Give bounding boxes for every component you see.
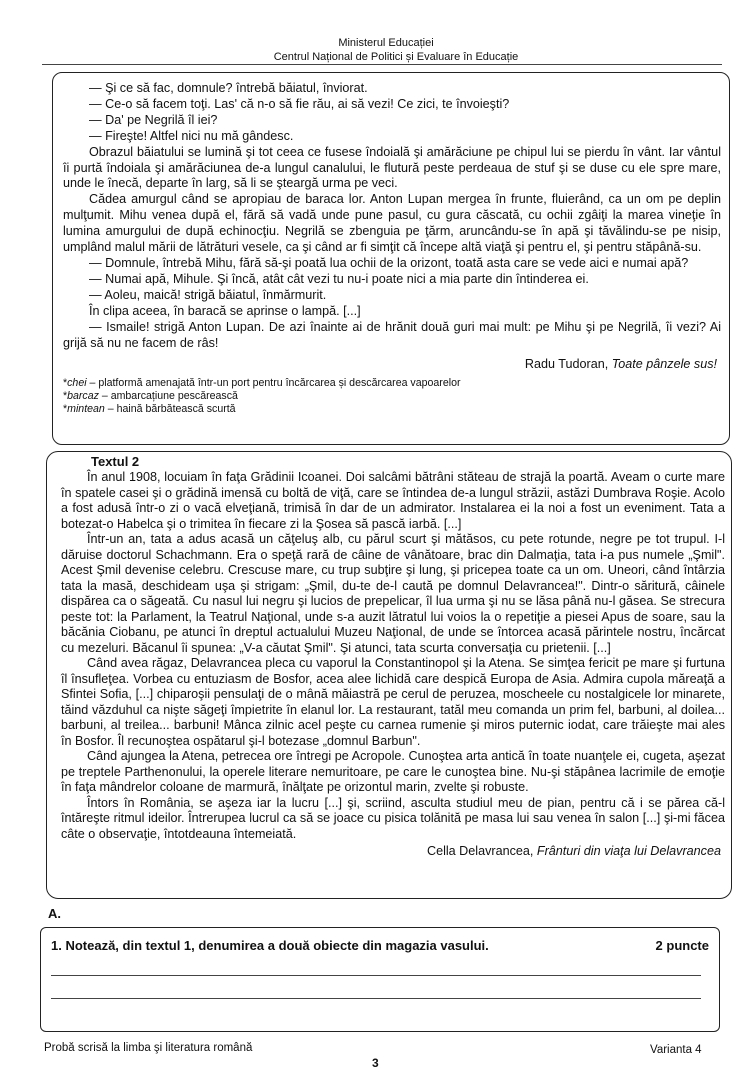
text2-work-title: Frânturi din viaţa lui Delavrancea — [536, 844, 721, 858]
glossary-term: chei — [67, 377, 87, 390]
text1-author: Radu Tudoran, — [524, 357, 612, 372]
section-label: A. — [48, 906, 61, 921]
text1-paragraph: — Domnule, întrebă Mihu, fără să-şi poată lua ochii de la orizont, toată asta care se vede aici e numai apă? — [89, 255, 689, 270]
text2-paragraph: Când avea răgaz, Delavrancea pleca cu vaporul la Constantinopol şi la Atena. Se simţea fericit pe mare şi furtuna îl însufleţea. Vorbea cu entuziasm de Bosfor, acea alee lichidă care despică Europa de Asia. Admira cupola măreaţă a Sfintei Sofia, [...] chiparoşii pensulaţi de o mână măiastră pe cerul de peruzea, moscheele cu nostalgicele lor minarete, tăind văzduhul ca nişte săgeţi împietrite în elanul lor. La restaurant, tatăl meu comanda un prim fel, barbuni, al doilea... barbuni, al treilea... barbuni! Mânca zilnic acel peşte cu carnea rumenie şi miros puternic iodat, care trăieşte mai ales în Bosfor. Îl recunoştea ospătarul şi-l botezase „domnul Barbun". — [61, 656, 725, 748]
glossary-term: mintean — [67, 403, 105, 416]
text1-paragraph: — Numai apă, Mihule. Şi încă, atât cât vezi tu nu-i poate nici a mia parte din întinderea ei. — [89, 271, 589, 286]
text1-paragraph: Cădea amurgul când se apropiau de baraca lor. Anton Lupan mergea în frunte, fluierând, ca un om pe deplin mulţumit. Mihu venea după el, fără să vadă unde pune pasul, cu gura căscată, cu ochii zgâiţi la marea vineţie în lumina amurgului de după echinocţiu. Negrilă se zbenguia pe ţărm, aruncându-se în apă şi tăvălindu-se pe nisip, umplând malul mării de lătrături vesele, ca şi când ar fi simţit că începe altă viaţă şi pentru el, şi pentru stăpână-su. — [63, 192, 721, 255]
question-text: 1. Notează, din textul 1, denumirea a două obiecte din magazia vasului. — [51, 938, 489, 953]
text2-title: Textul 2 — [91, 454, 140, 469]
header-divider — [42, 64, 722, 65]
footer-exam-name: Probă scrisă la limba şi literatura română — [44, 1042, 253, 1054]
text2-author: Cella Delavrancea, — [426, 844, 537, 858]
text1-glossary — [63, 377, 721, 416]
glossary-note: *mintean – haină bărbătească scurtă — [63, 403, 236, 416]
text1-paragraph: — Fireşte! Altfel nici nu mă gândesc. — [89, 128, 294, 143]
text1-paragraph: — Aoleu, maică! strigă băiatul, înmărmurit. — [89, 287, 327, 302]
glossary-definition: – ambarcațiune pescărească — [98, 390, 238, 403]
answer-line-1[interactable] — [51, 975, 701, 976]
glossary-definition: – platformă amenajată într-un port pentru încărcarea și descărcarea vapoarelor — [86, 377, 461, 390]
question-points: 2 puncte — [655, 938, 709, 953]
text1-paragraph: — Şi ce să fac, domnule? întrebă băiatul, înviorat. — [89, 81, 368, 95]
footer-variant: Varianta 4 — [650, 1044, 702, 1056]
text1-paragraph: Obrazul băiatului se lumină şi tot ceea ce fusese îndoială şi amărăciune pe chipul lui se pierdu în vânt. Iar vântul îi purtă îndoiala şi amărăciunea de-a lungul canalului, le flutură peste perdeaua de stuf şi se duse cu ele spre mare, unde le înecă, departe în larg, să li se şteargă urma pe veci. — [63, 144, 721, 191]
glossary-term: barcaz — [67, 390, 99, 403]
question-row — [51, 938, 709, 953]
text1-paragraph: În clipa aceea, în baracă se aprinse o lampă. [...] — [89, 303, 361, 318]
text1-paragraph: — Ce-o să facem toţi. Las' că n-o să fie rău, ai să vezi! Ce zici, te învoieşti? — [89, 96, 510, 111]
text2-paragraph: Când ajungea la Atena, petrecea ore întregi pe Acropole. Cunoştea arta antică în toate nuanţele ei, cugeta, aşezat pe treptele Parthenonului, la operele literare nemuritoare, pe care le cunoştea bine. Nu-şi stăpânea lacrimile de emoţie în faţa mândrelor coloane de marmură, înălţate pe orizontul marin, zvelte şi robuste. — [61, 749, 725, 794]
text1-paragraph: — Ismaile! strigă Anton Lupan. De azi înainte ai de hrănit două guri mai mult: pe Mihu şi pe Negrilă, îi vezi? Ai grijă să nu ne facem de râs! — [63, 319, 721, 350]
glossary-note: *chei – platformă amenajată într-un port pentru încărcarea și descărcarea vapoarelor — [63, 377, 461, 390]
text1-body — [63, 81, 721, 351]
text1-paragraph: — Da' pe Negrilă îl iei? — [89, 112, 218, 127]
ministry-name: Ministerul Educației — [338, 37, 434, 49]
center-name: Centrul Național de Politici și Evaluare în Educație — [273, 51, 519, 63]
answer-line-2[interactable] — [51, 998, 701, 999]
text2-paragraph: În anul 1908, locuiam în faţa Grădinii Icoanei. Doi salcâmi bătrâni stăteau de strajă la poartă. Aveam o curte mare în spatele casei şi o grădină imensă cu boltă de viţă, care se întindea de-a lungul străzii, astăzi Dumbrava Roşie. Acolo a fost adusă într-o zi o vacă elveţiană, trimisă în dar de un admirator. Instalarea ei la noi a fost un eveniment. Tata a botezat-o Habelca şi o trimitea în fiecare zi la Şosea să pască iarbă. [...] — [61, 470, 725, 531]
text2-signature — [61, 844, 725, 860]
question-box — [40, 927, 720, 1032]
glossary-definition: – haină bărbătească scurtă — [104, 403, 236, 416]
page-number: 3 — [372, 1056, 379, 1070]
text1-signature — [63, 357, 721, 373]
text2-body — [61, 470, 725, 842]
text2-paragraph: Întors în România, se aşeza iar la lucru [...] şi, scriind, asculta studiul meu de pian, pentru că i se părea că-l întăreşte ritmul ideilor. Întrerupea lucrul ca să se joace cu pisica tolănită pe masa lui sau venea în salon [...] şi-mi făcea câte o observaţie, întotdeauna întemeiată. — [61, 795, 725, 841]
page-header — [0, 36, 732, 64]
text2-paragraph: Într-un an, tata a adus acasă un căţeluş alb, cu părul scurt şi mătăsos, cu pete rotunde, negre pe tot trupul. I-l dăruise doctorul Schachmann. Era o speţă rară de câine de vânătoare, brac din Dalmaţia, tata i-a pus numele „Şmil". Acest Şmil devenise celebru. Crescuse mare, cu trup subţire şi lung, şi pricepea toate ca un om. Uneori, când întârzia tata la masă, deschideam uşa şi strigam: „Şmil, du-te de-l caută pe domnul Delavrancea!". Dintr-o săritură, câinele dispărea ca o săgeată. Cu nasul lui negru şi lucios de prepelicar, îl lua urma şi nu se lăsa până nu-l găsea. Se strecura peste tot: la Parlament, la Teatrul Naţional, unde s-a auzit lătratul lui voios la o repetiţie a piesei Apus de soare, sau la băcănia Ciobanu, pe atunci în dreptul actualului Muzeu Naţional, de unde se întorcea acasă părintele nostru, încărcat cu mezeluri. Băcanul îi spunea: „V-a căutat Şmil". Şi atunci, tata scurta conversaţia cu prietenii. [...] — [61, 532, 725, 655]
glossary-note: *barcaz – ambarcațiune pescărească — [63, 390, 238, 403]
text2-box — [46, 451, 732, 899]
text1-work-title: Toate pânzele sus! — [611, 357, 717, 372]
text1-box — [52, 72, 730, 445]
